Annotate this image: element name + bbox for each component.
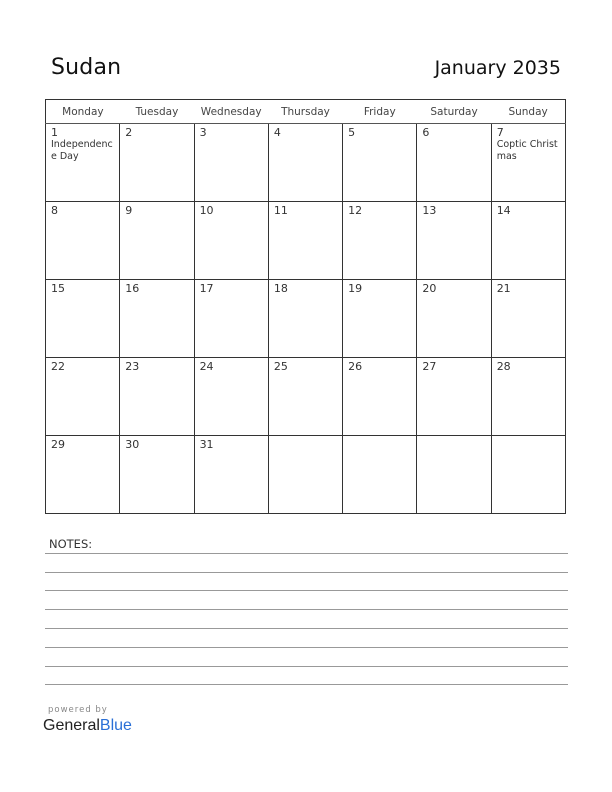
weekday-monday: Monday <box>46 100 120 124</box>
day-number: 22 <box>51 360 65 373</box>
day-cell <box>417 280 491 358</box>
day-cell <box>343 358 417 436</box>
holiday-label: Coptic Christmas <box>496 139 558 162</box>
brand-blue: Blue <box>99 717 132 734</box>
day-cell <box>46 358 120 436</box>
day-cell <box>120 436 194 514</box>
day-number: 14 <box>496 204 511 217</box>
calendar-grid <box>45 99 566 514</box>
day-number: 1 <box>51 126 58 139</box>
weekday-saturday: Saturday <box>417 100 491 124</box>
day-number: 24 <box>199 360 214 373</box>
week-row <box>46 436 566 514</box>
notes-line <box>45 647 568 648</box>
notes-line <box>45 553 568 554</box>
generalblue-logo[interactable] <box>43 717 132 735</box>
day-number: 2 <box>125 126 133 139</box>
day-number: 29 <box>51 438 65 451</box>
weekday-friday: Friday <box>343 100 417 124</box>
day-number: 28 <box>496 360 511 373</box>
day-cell <box>343 280 417 358</box>
day-number <box>269 436 342 438</box>
day-cell <box>417 358 491 436</box>
day-number: 10 <box>199 204 214 217</box>
notes-line <box>45 684 568 685</box>
day-cell <box>194 202 268 280</box>
powered-by-text: powered by <box>48 705 108 715</box>
day-cell <box>194 436 268 514</box>
day-cell <box>120 358 194 436</box>
day-cell <box>268 436 342 514</box>
day-cell <box>46 202 120 280</box>
week-row <box>46 358 566 436</box>
notes-line <box>45 666 568 667</box>
day-cell <box>120 280 194 358</box>
day-cell <box>46 280 120 358</box>
weekday-sunday: Sunday <box>491 100 565 124</box>
day-number: 7 <box>496 126 504 139</box>
weekday-header-row <box>46 100 566 124</box>
day-cell <box>120 202 194 280</box>
day-cell <box>491 124 565 202</box>
day-number <box>492 436 565 438</box>
day-number: 3 <box>199 126 207 139</box>
weekday-wednesday: Wednesday <box>194 100 268 124</box>
day-cell <box>194 280 268 358</box>
day-number: 8 <box>51 204 58 217</box>
notes-label: NOTES: <box>49 537 93 551</box>
week-row <box>46 124 566 202</box>
day-number: 13 <box>422 204 437 217</box>
day-number: 6 <box>422 126 430 139</box>
day-cell <box>343 436 417 514</box>
weekday-tuesday: Tuesday <box>120 100 194 124</box>
day-number: 30 <box>125 438 140 451</box>
day-cell <box>268 124 342 202</box>
day-number: 17 <box>199 282 214 295</box>
day-number: 20 <box>422 282 437 295</box>
notes-line <box>45 609 568 610</box>
day-number: 15 <box>51 282 65 295</box>
day-number: 25 <box>273 360 288 373</box>
day-number: 21 <box>496 282 511 295</box>
day-number: 27 <box>422 360 437 373</box>
day-cell <box>120 124 194 202</box>
day-number: 9 <box>125 204 133 217</box>
day-number: 31 <box>199 438 214 451</box>
day-cell <box>343 124 417 202</box>
day-number: 11 <box>273 204 288 217</box>
day-number: 26 <box>348 360 363 373</box>
day-cell <box>268 202 342 280</box>
brand-general: General <box>43 717 100 734</box>
day-number: 19 <box>348 282 363 295</box>
month-title: January 2035 <box>434 57 561 79</box>
day-cell <box>491 280 565 358</box>
weekday-thursday: Thursday <box>268 100 342 124</box>
day-number: 18 <box>273 282 288 295</box>
day-cell <box>491 202 565 280</box>
week-row <box>46 280 566 358</box>
notes-line <box>45 628 568 629</box>
day-number: 16 <box>125 282 140 295</box>
day-cell <box>417 124 491 202</box>
day-cell <box>491 436 565 514</box>
day-cell <box>343 202 417 280</box>
notes-line <box>45 572 568 573</box>
day-number: 12 <box>348 204 363 217</box>
day-number <box>417 436 490 438</box>
day-cell <box>46 124 120 202</box>
holiday-label: Independence Day <box>51 139 113 162</box>
country-title: Sudan <box>51 55 122 80</box>
day-cell <box>46 436 120 514</box>
day-cell <box>194 124 268 202</box>
day-number <box>343 436 416 438</box>
day-cell <box>491 358 565 436</box>
day-cell <box>268 358 342 436</box>
day-cell <box>194 358 268 436</box>
day-cell <box>417 436 491 514</box>
day-cell <box>417 202 491 280</box>
notes-line <box>45 590 568 591</box>
day-number: 4 <box>273 126 281 139</box>
day-number: 5 <box>348 126 356 139</box>
week-row <box>46 202 566 280</box>
day-number: 23 <box>125 360 140 373</box>
day-cell <box>268 280 342 358</box>
